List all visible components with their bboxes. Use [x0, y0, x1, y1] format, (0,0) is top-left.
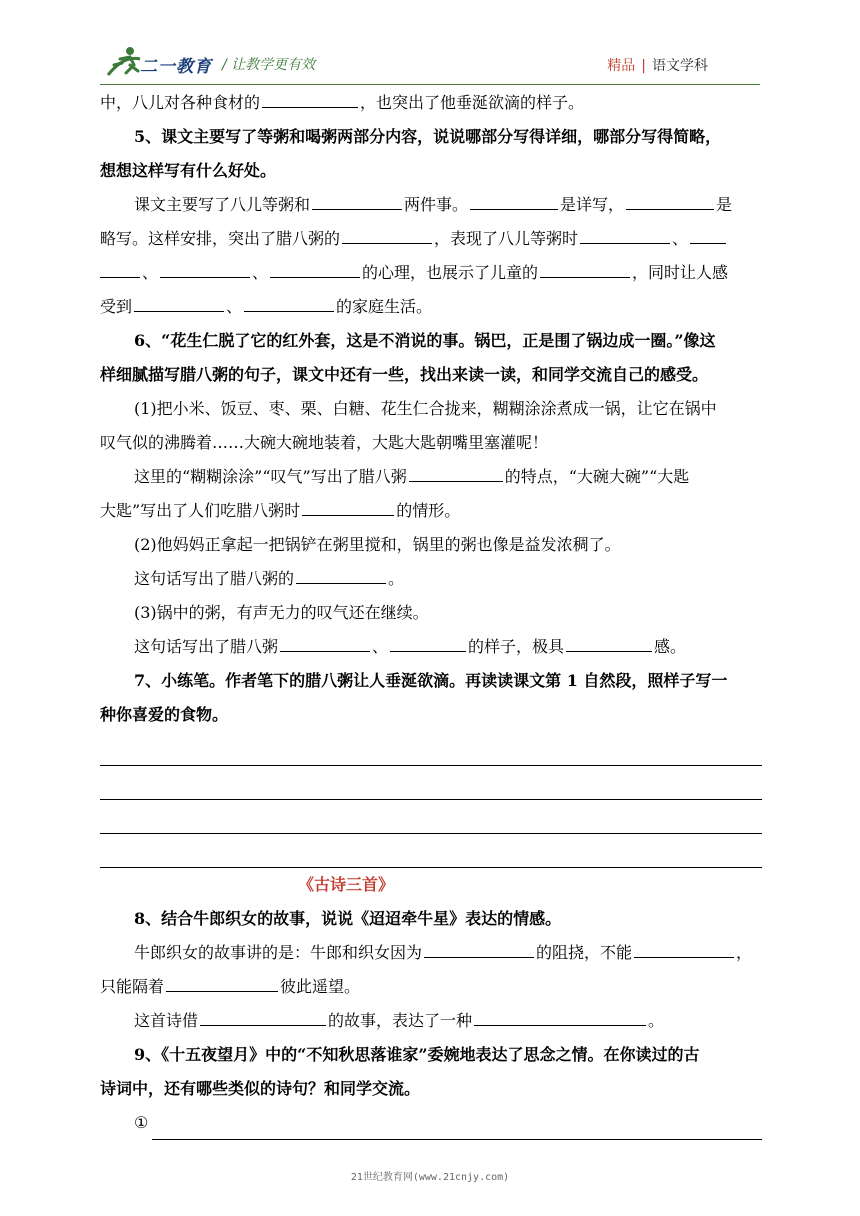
text: 、 [252, 263, 269, 282]
answer-5-line1 [100, 188, 762, 222]
section-title: 《古诗三首》 [297, 875, 394, 894]
sentence-2: (2)他妈妈正拿起一把锅铲在粥里搅和，锅里的粥也像是益发浓稠了。 [134, 535, 621, 554]
answer-5-line4 [100, 290, 762, 324]
text: 受到 [100, 297, 133, 316]
header-separator: | [641, 58, 646, 74]
answer-blank[interactable] [470, 189, 558, 210]
answer-blank[interactable] [280, 631, 370, 652]
page-header [0, 0, 860, 86]
header-right [607, 55, 708, 75]
text: 。 [388, 569, 405, 588]
answer-blank[interactable] [312, 189, 402, 210]
text: 、 [372, 637, 389, 656]
answer-blank[interactable] [540, 257, 630, 278]
writing-line[interactable] [100, 800, 762, 834]
text: 是 [716, 195, 733, 214]
text: 、 [226, 297, 243, 316]
answer-blank[interactable] [134, 291, 224, 312]
answer-blank[interactable] [634, 937, 734, 958]
answer-blank[interactable] [302, 495, 394, 516]
worksheet-body [100, 86, 762, 1140]
question-8: 8、结合牛郎织女的故事，说说《迢迢牵牛星》表达的情感。 [134, 909, 562, 928]
answer-blank[interactable] [409, 461, 503, 482]
text: ，同时让人感 [632, 263, 729, 282]
text: 、 [672, 229, 689, 248]
answer-blank[interactable] [200, 1005, 326, 1026]
question-7: 7、小练笔。作者笔下的腊八粥让人垂涎欲滴。再读读课文第 1 自然段，照样子写一 [134, 671, 728, 690]
answer-8-line3 [100, 1004, 762, 1038]
header-rule [100, 84, 760, 85]
text: 的情形。 [396, 501, 461, 520]
text: 略写。这样安排，突出了腊八粥的 [100, 229, 341, 248]
answer-blank[interactable] [566, 631, 652, 652]
text: 这句话写出了腊八粥 [134, 637, 279, 656]
text: ， [736, 943, 753, 962]
question-5: 5、课文主要写了等粥和喝粥两部分内容，说说哪部分写得详细，哪部分写得简略， [134, 127, 722, 146]
text: 是详写， [560, 195, 625, 214]
logo-text: 二一教育 [140, 57, 212, 77]
sentence-1: (1)把小米、饭豆、枣、栗、白糖、花生仁合拢来，糊糊涂涂煮成一锅，让它在锅中 [134, 399, 717, 418]
text: 这句话写出了腊八粥的 [134, 569, 295, 588]
text: 两件事。 [404, 195, 469, 214]
answer-blank[interactable] [474, 1005, 646, 1026]
writing-line[interactable] [100, 834, 762, 868]
footer-source: 21世纪教育网(www.21cnjy.com) [350, 1172, 510, 1183]
answer-blank[interactable] [342, 223, 432, 244]
sentence-3-answer [100, 630, 762, 664]
question-9-cont: 诗词中，还有哪些类似的诗句？和同学交流。 [100, 1079, 421, 1098]
quality-label: 精品 [607, 58, 636, 74]
answer-blank[interactable] [270, 257, 360, 278]
text: 课文主要写了八儿等粥和 [134, 195, 311, 214]
sentence-2-answer [100, 562, 762, 596]
answer-blank[interactable] [690, 223, 726, 244]
item-number: ① [134, 1113, 149, 1132]
question-6-cont: 样细腻描写腊八粥的句子，课文中还有一些，找出来读一读，和同学交流自己的感受。 [100, 365, 709, 384]
writing-line[interactable] [100, 732, 762, 766]
text: ，表现了八儿等粥时 [434, 229, 579, 248]
text: 牛郎织女的故事讲的是：牛郎和织女因为 [134, 943, 423, 962]
answer-5-line3 [100, 256, 762, 290]
answer-blank[interactable] [160, 257, 250, 278]
answer-blank[interactable] [152, 1117, 762, 1140]
answer-blank[interactable] [580, 223, 670, 244]
answer-5-line2 [100, 222, 762, 256]
text: ，也突出了他垂涎欲滴的样子。 [360, 93, 585, 112]
text: 这首诗借 [134, 1011, 199, 1030]
text: 的心理，也展示了儿童的 [362, 263, 539, 282]
sentence-1-answer-cont [100, 494, 762, 528]
answer-8-line2 [100, 970, 762, 1004]
sentence-1-answer [100, 460, 762, 494]
answer-blank[interactable] [100, 257, 140, 278]
answer-blank[interactable] [424, 937, 534, 958]
answer-blank[interactable] [262, 87, 358, 108]
question-7-cont: 种你喜爱的食物。 [100, 705, 229, 724]
question-9: 9、《十五夜望月》中的“不知秋思落谁家”委婉地表达了思念之情。在你读过的古 [134, 1045, 700, 1064]
text: 。 [648, 1011, 665, 1030]
sentence-1-cont: 叹气似的沸腾着……大碗大碗地装着，大匙大匙朝嘴里塞灌呢！ [100, 433, 549, 452]
text: 的阻挠，不能 [536, 943, 633, 962]
text: 的特点，“大碗大碗”“大匙 [504, 467, 690, 486]
answer-8-line1 [100, 936, 762, 970]
answer-blank[interactable] [296, 563, 386, 584]
question-5-cont: 想想这样写有什么好处。 [100, 161, 277, 180]
sentence-3: (3)锅中的粥，有声无力的叹气还在继续。 [134, 603, 429, 622]
writing-line[interactable] [100, 766, 762, 800]
text: 彼此遥望。 [280, 977, 361, 996]
answer-9-line1 [100, 1106, 762, 1140]
text: 这里的“糊糊涂涂”“叹气”写出了腊八粥 [134, 467, 407, 486]
text-line [100, 86, 762, 120]
question-6: 6、“花生仁脱了它的红外套，这是不消说的事。锅巴，正是围了锅边成一圈。”像这 [134, 331, 716, 350]
text: 的样子，极具 [468, 637, 565, 656]
text: 大匙”写出了人们吃腊八粥时 [100, 501, 301, 520]
text: 的故事，表达了一种 [328, 1011, 473, 1030]
answer-blank[interactable] [166, 971, 278, 992]
answer-blank[interactable] [626, 189, 714, 210]
text: 、 [142, 263, 159, 282]
text: 只能隔着 [100, 977, 165, 996]
text: 的家庭生活。 [336, 297, 433, 316]
text: 感。 [654, 637, 687, 656]
text: 中，八儿对各种食材的 [100, 93, 261, 112]
answer-blank[interactable] [390, 631, 466, 652]
answer-blank[interactable] [244, 291, 334, 312]
slogan: / 让教学更有效 [222, 57, 316, 73]
subject-label: 语文学科 [652, 58, 708, 74]
